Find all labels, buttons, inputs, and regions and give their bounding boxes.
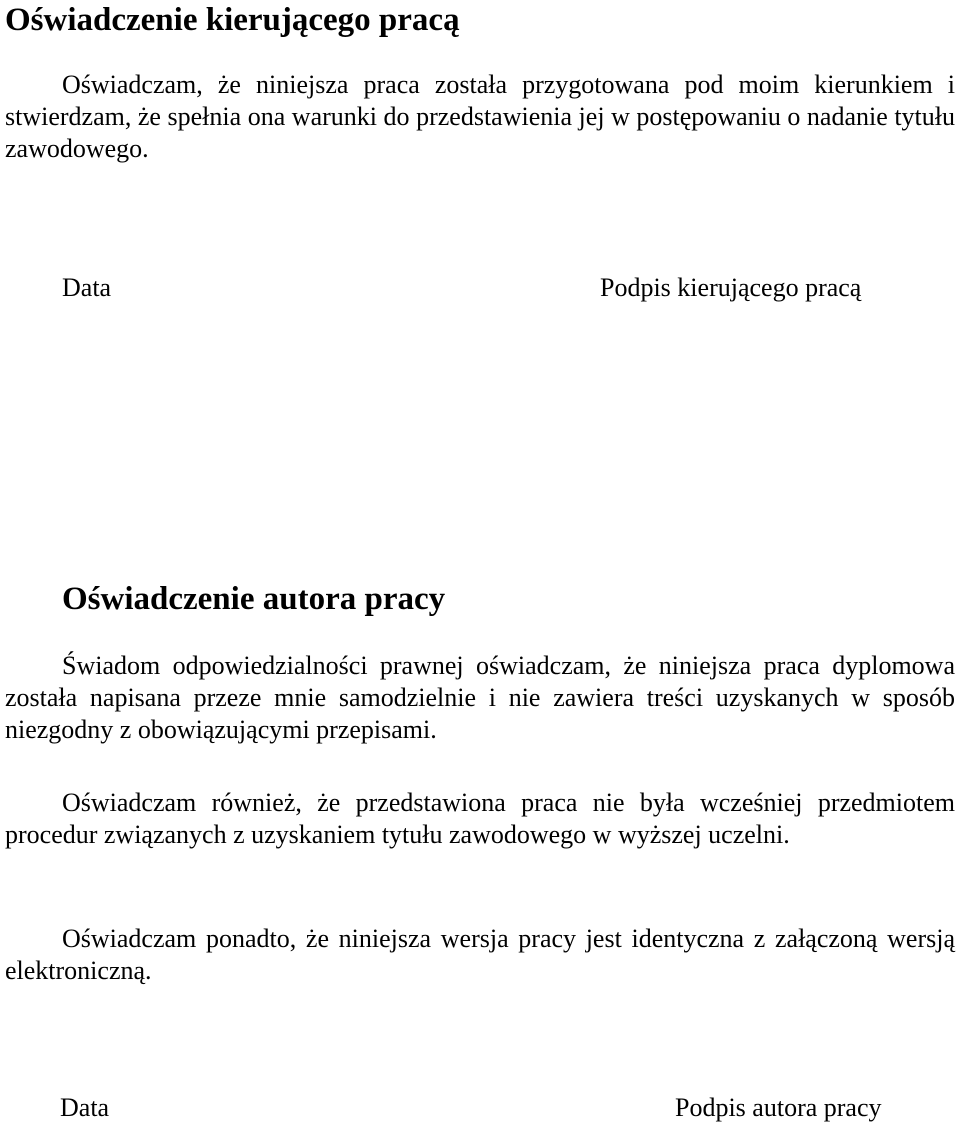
author-declaration-paragraph-1: Świadom odpowiedzialności prawnej oświadczam, że niniejsza praca dyplomowa została napisana przeze mnie samodzielnie i nie zawiera treści uzyskanych w sposób niezgodny z obowiązującymi przepisami. xyxy=(5,651,955,744)
author-date-label: Data xyxy=(60,1093,110,1122)
author-declaration-title: Oświadczenie autora pracy xyxy=(62,581,446,617)
author-signature-label: Podpis autora pracy xyxy=(675,1093,882,1122)
author-declaration-paragraph-2: Oświadczam również, że przedstawiona praca nie była wcześniej przedmiotem procedur związanych z uzyskaniem tytułu zawodowego w wyższej uczelni. xyxy=(5,788,955,849)
supervisor-declaration-title: Oświadczenie kierującego pracą xyxy=(5,2,460,38)
supervisor-declaration-text: Oświadczam, że niniejsza praca została przygotowana pod moim kierunkiem i stwierdzam, że spełnia ona warunki do przedstawienia jej w postępowaniu o nadanie tytułu zawodowego. xyxy=(5,70,955,163)
author-declaration-paragraph-3: Oświadczam ponadto, że niniejsza wersja pracy jest identyczna z załączoną wersją elektroniczną. xyxy=(5,924,955,985)
supervisor-signature-label: Podpis kierującego pracą xyxy=(600,273,862,302)
supervisor-date-label: Data xyxy=(62,273,112,302)
